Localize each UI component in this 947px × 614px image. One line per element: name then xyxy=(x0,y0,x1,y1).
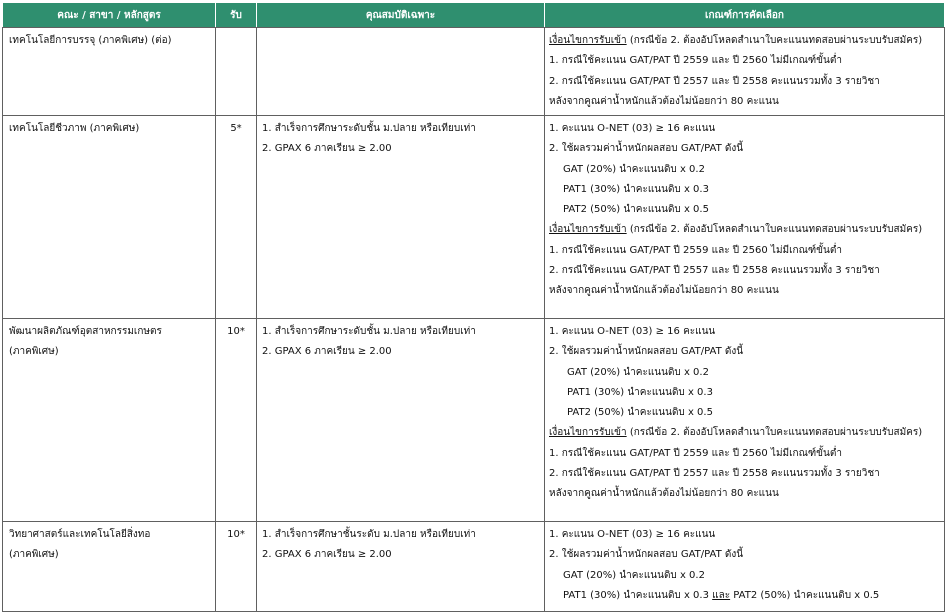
onet-criterion: 1. คะแนน O-NET (03) ≥ 16 คะแนน xyxy=(549,529,716,540)
qualification-item: 1. สำเร็จการศึกษาระดับชั้น ม.ปลาย หรือเทียบเท่า xyxy=(262,123,476,134)
header-criteria: เกณฑ์การคัดเลือก xyxy=(545,3,945,28)
condition-item-2-cont: หลังจากคูณค่าน้ำหนักแล้วต้องไม่น้อยกว่า 80 คะแนน xyxy=(549,285,779,297)
criteria-cell xyxy=(545,319,945,522)
quota-cell xyxy=(216,522,257,612)
pat2-weight: PAT2 (50%) นำคะแนนดิบ x 0.5 xyxy=(563,204,709,216)
admission-condition xyxy=(545,220,944,240)
table-row xyxy=(3,116,945,319)
criteria-cell xyxy=(545,522,945,612)
qualifications-cell xyxy=(257,319,545,522)
and-label: และ xyxy=(712,589,731,601)
onet-criterion: 1. คะแนน O-NET (03) ≥ 16 คะแนน xyxy=(549,326,716,337)
program-name: พัฒนาผลิตภัณฑ์อุตสาหกรรมเกษตร xyxy=(9,326,162,337)
program-name: เทคโนโลยีชีวภาพ (ภาคพิเศษ) xyxy=(9,123,140,134)
admission-condition xyxy=(545,423,944,443)
header-program: คณะ / สาขา / หลักสูตร xyxy=(3,3,216,28)
condition-item-1: 1. กรณีใช้คะแนน GAT/PAT ปี 2559 และ ปี 2560 ไม่มีเกณฑ์ขั้นต่ำ xyxy=(549,244,842,256)
quota-cell xyxy=(216,319,257,522)
qualification-item: 2. GPAX 6 ภาคเรียน ≥ 2.00 xyxy=(262,346,392,358)
table-row xyxy=(3,319,945,522)
header-qualifications: คุณสมบัติเฉพาะ xyxy=(257,3,545,28)
pat1-weight: PAT1 (30%) นำคะแนนดิบ x 0.3 xyxy=(563,183,709,195)
program-cell xyxy=(3,116,216,319)
condition-label: เงื่อนไขการรับเข้า xyxy=(549,427,627,439)
condition-item-2: 2. กรณีใช้คะแนน GAT/PAT ปี 2557 และ ปี 2558 คะแนนรวมทั้ง 3 รายวิชา xyxy=(549,75,880,87)
condition-item-2-cont: หลังจากคูณค่าน้ำหนักแล้วต้องไม่น้อยกว่า 80 คะแนน xyxy=(549,95,779,107)
quota-value: 10* xyxy=(227,529,245,540)
table-header-row xyxy=(3,3,945,28)
program-name-cont: (ภาคพิเศษ) xyxy=(9,549,59,561)
pat-weights xyxy=(545,586,944,606)
condition-label: เงื่อนไขการรับเข้า xyxy=(549,35,627,46)
pat1-weight: PAT1 (30%) นำคะแนนดิบ x 0.3 xyxy=(563,589,709,601)
program-cell xyxy=(3,522,216,612)
condition-item-1: 1. กรณีใช้คะแนน GAT/PAT ปี 2559 และ ปี 2560 ไม่มีเกณฑ์ขั้นต่ำ xyxy=(549,447,842,459)
quota-cell xyxy=(216,116,257,319)
gatpat-criterion: 2. ใช้ผลรวมค่าน้ำหนักผลสอบ GAT/PAT ดังนี้ xyxy=(549,549,744,561)
condition-item-1: 1. กรณีใช้คะแนน GAT/PAT ปี 2559 และ ปี 2560 ไม่มีเกณฑ์ขั้นต่ำ xyxy=(549,55,842,67)
qualification-item: 2. GPAX 6 ภาคเรียน ≥ 2.00 xyxy=(262,549,392,561)
quota-value: 10* xyxy=(227,326,245,337)
qualification-item: 1. สำเร็จการศึกษาชั้นระดับ ม.ปลาย หรือเทียบเท่า xyxy=(262,529,476,540)
program-cell xyxy=(3,319,216,522)
program-name: วิทยาศาสตร์และเทคโนโลยีสิ่งทอ xyxy=(9,529,151,540)
condition-note: (กรณีข้อ 2. ต้องอัปโหลดสำเนาใบคะแนนทดสอบผ่านระบบรับสมัคร) xyxy=(626,427,923,439)
gat-weight: GAT (20%) นำคะแนนดิบ x 0.2 xyxy=(563,569,705,581)
condition-note: (กรณีข้อ 2. ต้องอัปโหลดสำเนาใบคะแนนทดสอบผ่านระบบรับสมัคร) xyxy=(626,224,923,236)
table-row xyxy=(3,28,945,116)
condition-item-2: 2. กรณีใช้คะแนน GAT/PAT ปี 2557 และ ปี 2558 คะแนนรวมทั้ง 3 รายวิชา xyxy=(549,468,880,480)
admission-condition xyxy=(545,28,944,51)
header-quota: รับ xyxy=(216,3,257,28)
program-cell xyxy=(3,28,216,116)
qualification-item: 1. สำเร็จการศึกษาระดับชั้น ม.ปลาย หรือเทียบเท่า xyxy=(262,326,476,337)
qualification-item: 2. GPAX 6 ภาคเรียน ≥ 2.00 xyxy=(262,143,392,155)
program-name-cont: (ภาคพิเศษ) xyxy=(9,346,59,358)
table-row xyxy=(3,522,945,612)
pat2-weight: PAT2 (50%) นำคะแนนดิบ x 0.5 xyxy=(567,407,713,419)
condition-item-2: 2. กรณีใช้คะแนน GAT/PAT ปี 2557 และ ปี 2558 คะแนนรวมทั้ง 3 รายวิชา xyxy=(549,265,880,277)
condition-item-2-cont: หลังจากคูณค่าน้ำหนักแล้วต้องไม่น้อยกว่า 80 คะแนน xyxy=(549,488,779,500)
admission-criteria-table xyxy=(2,2,945,612)
gat-weight: GAT (20%) นำคะแนนดิบ x 0.2 xyxy=(567,366,709,378)
gatpat-criterion: 2. ใช้ผลรวมค่าน้ำหนักผลสอบ GAT/PAT ดังนี้ xyxy=(549,143,744,155)
gat-weight: GAT (20%) นำคะแนนดิบ x 0.2 xyxy=(563,163,705,175)
condition-note: (กรณีข้อ 2. ต้องอัปโหลดสำเนาใบคะแนนทดสอบผ่านระบบรับสมัคร) xyxy=(626,35,923,46)
pat1-weight: PAT1 (30%) นำคะแนนดิบ x 0.3 xyxy=(567,386,713,398)
quota-value: 5* xyxy=(230,123,242,134)
criteria-cell xyxy=(545,116,945,319)
program-name: เทคโนโลยีการบรรจุ (ภาคพิเศษ) (ต่อ) xyxy=(9,35,172,46)
qualifications-cell xyxy=(257,522,545,612)
qualifications-cell xyxy=(257,28,545,116)
quota-value xyxy=(216,28,256,51)
onet-criterion: 1. คะแนน O-NET (03) ≥ 16 คะแนน xyxy=(549,123,716,134)
pat2-weight: PAT2 (50%) นำคะแนนดิบ x 0.5 xyxy=(730,589,880,601)
gatpat-criterion: 2. ใช้ผลรวมค่าน้ำหนักผลสอบ GAT/PAT ดังนี้ xyxy=(549,346,744,358)
quota-cell xyxy=(216,28,257,116)
qualifications-cell xyxy=(257,116,545,319)
criteria-cell xyxy=(545,28,945,116)
condition-label: เงื่อนไขการรับเข้า xyxy=(549,224,627,236)
